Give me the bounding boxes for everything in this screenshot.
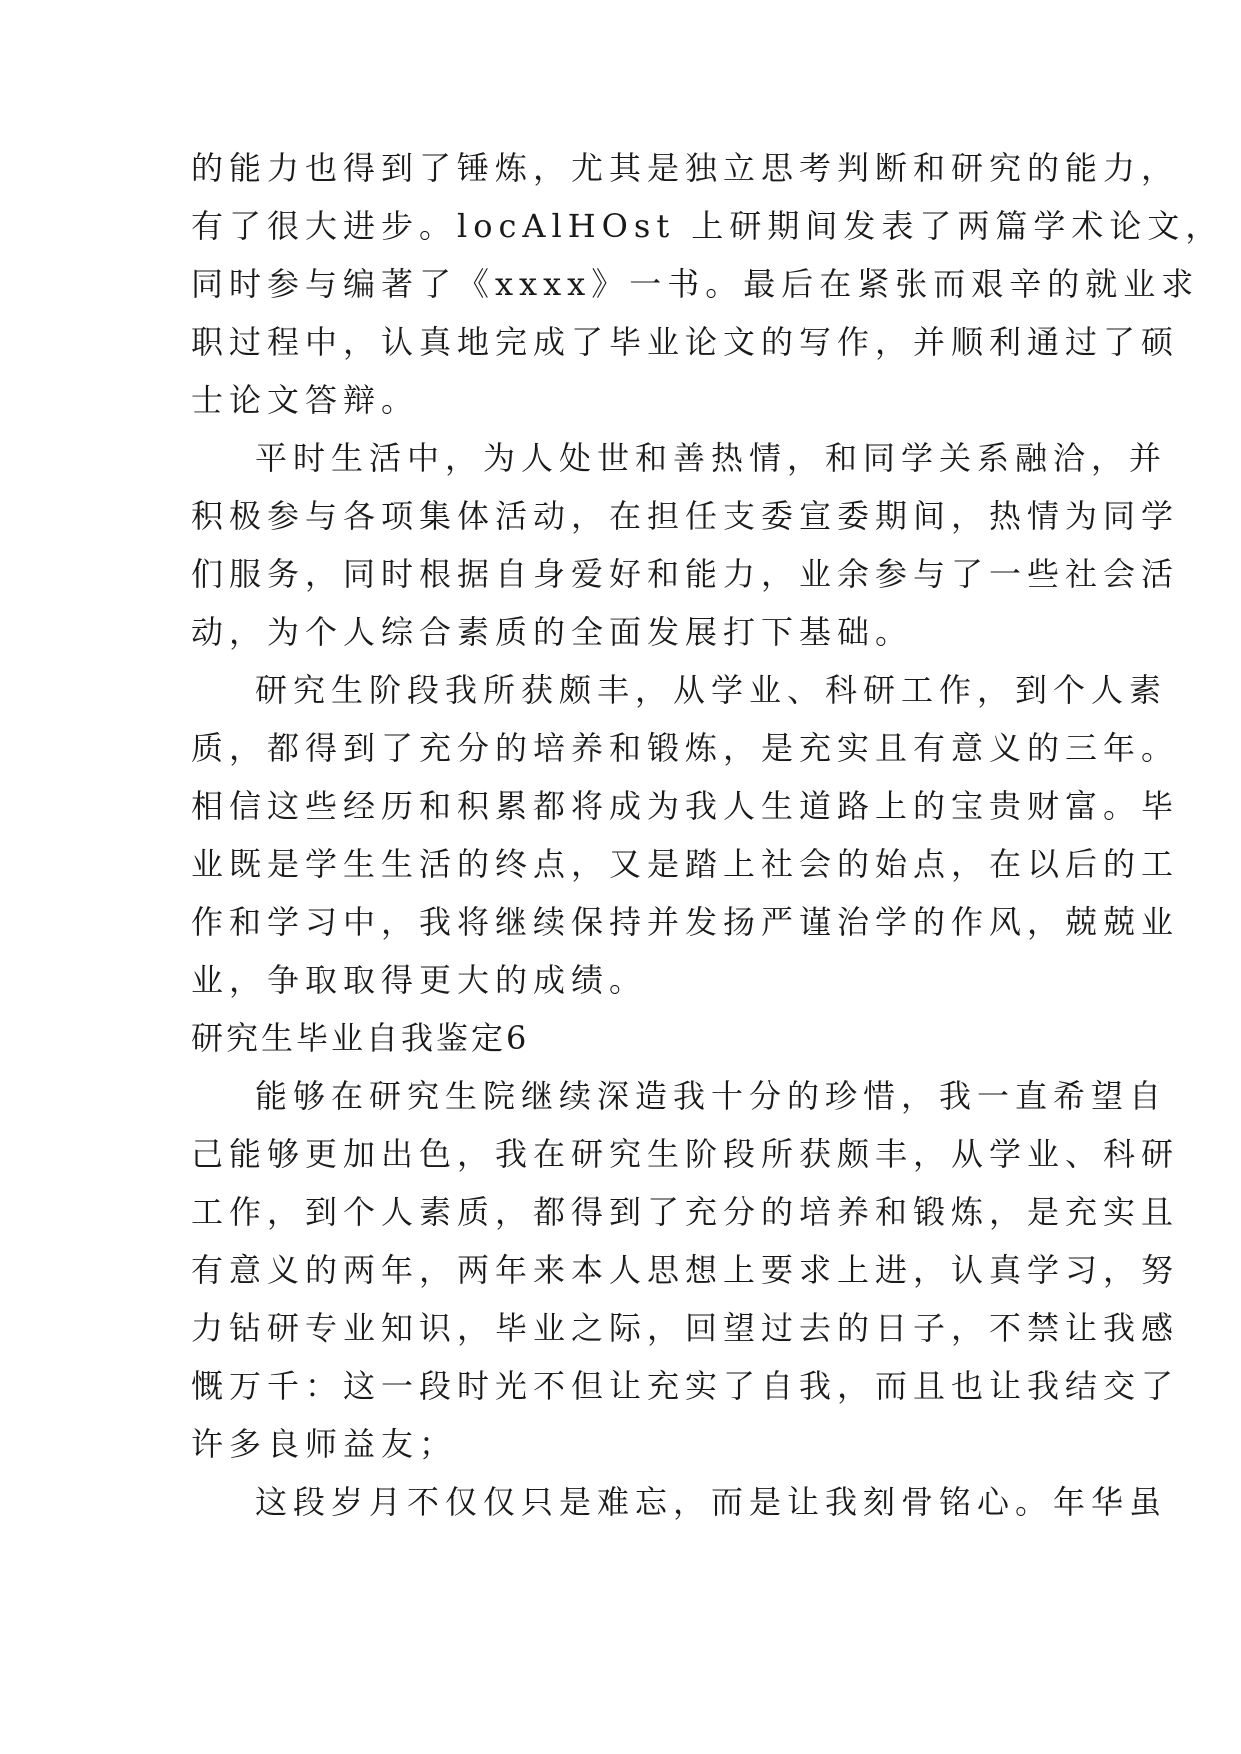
text-line: 许多良师益友； bbox=[191, 1425, 458, 1463]
text-line: 相信这些经历和积累都将成为我人生道路上的宝贵财富。毕 bbox=[191, 787, 1180, 825]
text-line: 业既是学生生活的终点，又是踏上社会的始点，在以后的工 bbox=[191, 845, 1180, 883]
text-line: 业，争取取得更大的成绩。 bbox=[191, 961, 648, 999]
text-line: 能够在研究生院继续深造我十分的珍惜，我一直希望自 bbox=[255, 1077, 1168, 1115]
text-line: 平时生活中，为人处世和善热情，和同学关系融洽，并 bbox=[255, 439, 1168, 477]
text-line: 有意义的两年，两年来本人思想上要求上进，认真学习，努 bbox=[191, 1251, 1180, 1289]
text-line: 作和学习中，我将继续保持并发扬严谨治学的作风，兢兢业 bbox=[191, 903, 1180, 941]
text-line: 士论文答辩。 bbox=[191, 381, 420, 419]
text-line: 们服务，同时根据自身爱好和能力，业余参与了一些社会活 bbox=[191, 555, 1180, 593]
text-line: 同时参与编著了《xxxx》一书。最后在紧张而艰辛的就业求 bbox=[191, 265, 1200, 303]
text-line: 职过程中，认真地完成了毕业论文的写作，并顺利通过了硕 bbox=[191, 323, 1180, 361]
text-line: 的能力也得到了锤炼，尤其是独立思考判断和研究的能力， bbox=[191, 149, 1180, 187]
section-heading: 研究生毕业自我鉴定6 bbox=[191, 1019, 530, 1057]
text-line: 质，都得到了充分的培养和锻炼，是充实且有意义的三年。 bbox=[191, 729, 1180, 767]
text-line: 这段岁月不仅仅只是难忘，而是让我刻骨铭心。年华虽 bbox=[255, 1483, 1168, 1521]
text-line: 力钻研专业知识，毕业之际，回望过去的日子，不禁让我感 bbox=[191, 1309, 1180, 1347]
text-line: 研究生阶段我所获颇丰，从学业、科研工作，到个人素 bbox=[255, 671, 1168, 709]
text-line: 积极参与各项集体活动，在担任支委宣委期间，热情为同学 bbox=[191, 497, 1180, 535]
text-line: 动，为个人综合素质的全面发展打下基础。 bbox=[191, 613, 914, 651]
text-line: 慨万千：这一段时光不但让充实了自我，而且也让我结交了 bbox=[191, 1367, 1180, 1405]
text-line: 有了很大进步。locAlHOst 上研期间发表了两篇学术论文， bbox=[191, 207, 1224, 245]
text-line: 己能够更加出色，我在研究生阶段所获颇丰，从学业、科研 bbox=[191, 1135, 1180, 1173]
text-line: 工作，到个人素质，都得到了充分的培养和锻炼，是充实且 bbox=[191, 1193, 1180, 1231]
